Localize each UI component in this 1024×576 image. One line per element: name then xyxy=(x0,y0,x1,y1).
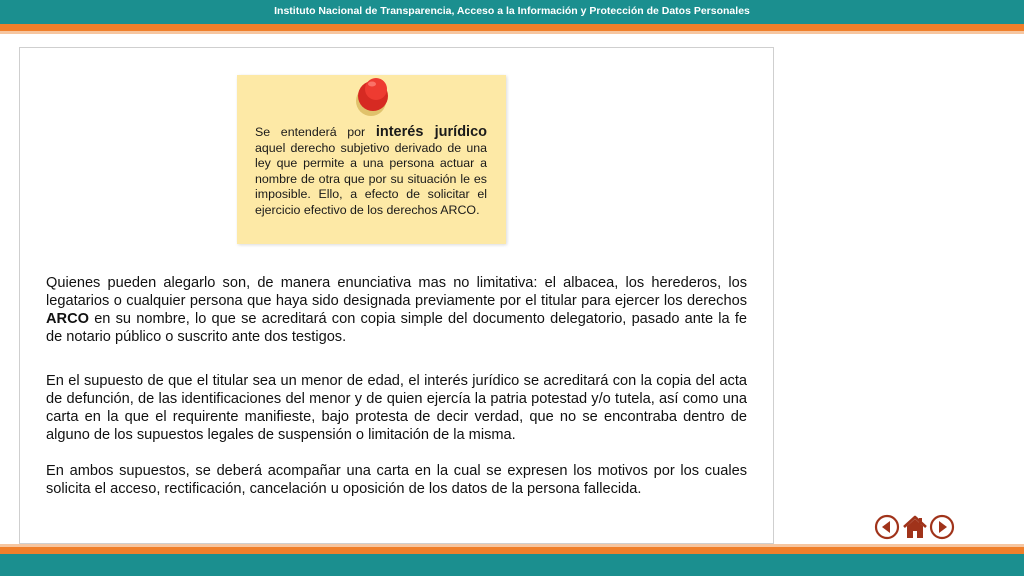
header-stripe-light xyxy=(0,31,1024,34)
header-title: Instituto Nacional de Transparencia, Acceso a la Información y Protección de Datos Personales xyxy=(274,5,750,17)
paragraph-both-cases: En ambos supuestos, se deberá acompañar una carta en la cual se expresen los motivos por los cuales solicita el acceso, rectificación, cancelación u oposición de los datos de la persona fallecida. xyxy=(46,463,747,497)
sticky-note-text xyxy=(255,125,487,219)
arrow-left-circle-icon[interactable] xyxy=(874,514,900,540)
paragraph-who-can-claim xyxy=(46,274,747,346)
header-bar xyxy=(0,0,1024,24)
arrow-right-circle-icon[interactable] xyxy=(929,514,955,540)
paragraph-minor-case: En el supuesto de que el titular sea un menor de edad, el interés jurídico se acreditará con la copia del acta de defunción, de las identificaciones del menor y de quien ejercía la patria potestad y/o tutela, así como una carta en la que el requirente manifieste, bajo protesta de decir verdad, que no se encontraba dentro de alguno de los supuestos legales de suspensión o limitación de la misma. xyxy=(46,373,747,443)
p1-text-before: Quienes pueden alegarlo son, de manera enunciativa mas no limitativa: el albacea, los herederos, los legatarios o cualquier persona que haya sido designada previamente por el titular para ejercer los derechos xyxy=(46,275,747,309)
navigation-buttons xyxy=(872,514,956,542)
p1-bold-arco: ARCO xyxy=(46,311,89,327)
footer-bar xyxy=(0,554,1024,576)
home-icon[interactable] xyxy=(902,514,928,540)
note-highlight: interés jurídico xyxy=(375,124,487,140)
note-prefix: Se entenderá por xyxy=(255,125,376,139)
note-body: aquel derecho subjetivo derivado de una ley que permite a una persona actuar a nombre de otra que por su situación le es imposible. Ello, a efecto de solicitar el ejercicio efectivo de los derechos ARCO. xyxy=(255,140,487,217)
header-stripe-orange xyxy=(0,24,1024,31)
pushpin-icon xyxy=(354,72,394,118)
p1-text-after: en su nombre, lo que se acreditará con copia simple del documento delegatorio, pasado ante la fe de notario público o suscrito ante dos testigos. xyxy=(46,311,747,345)
footer-stripe-orange xyxy=(0,547,1024,554)
